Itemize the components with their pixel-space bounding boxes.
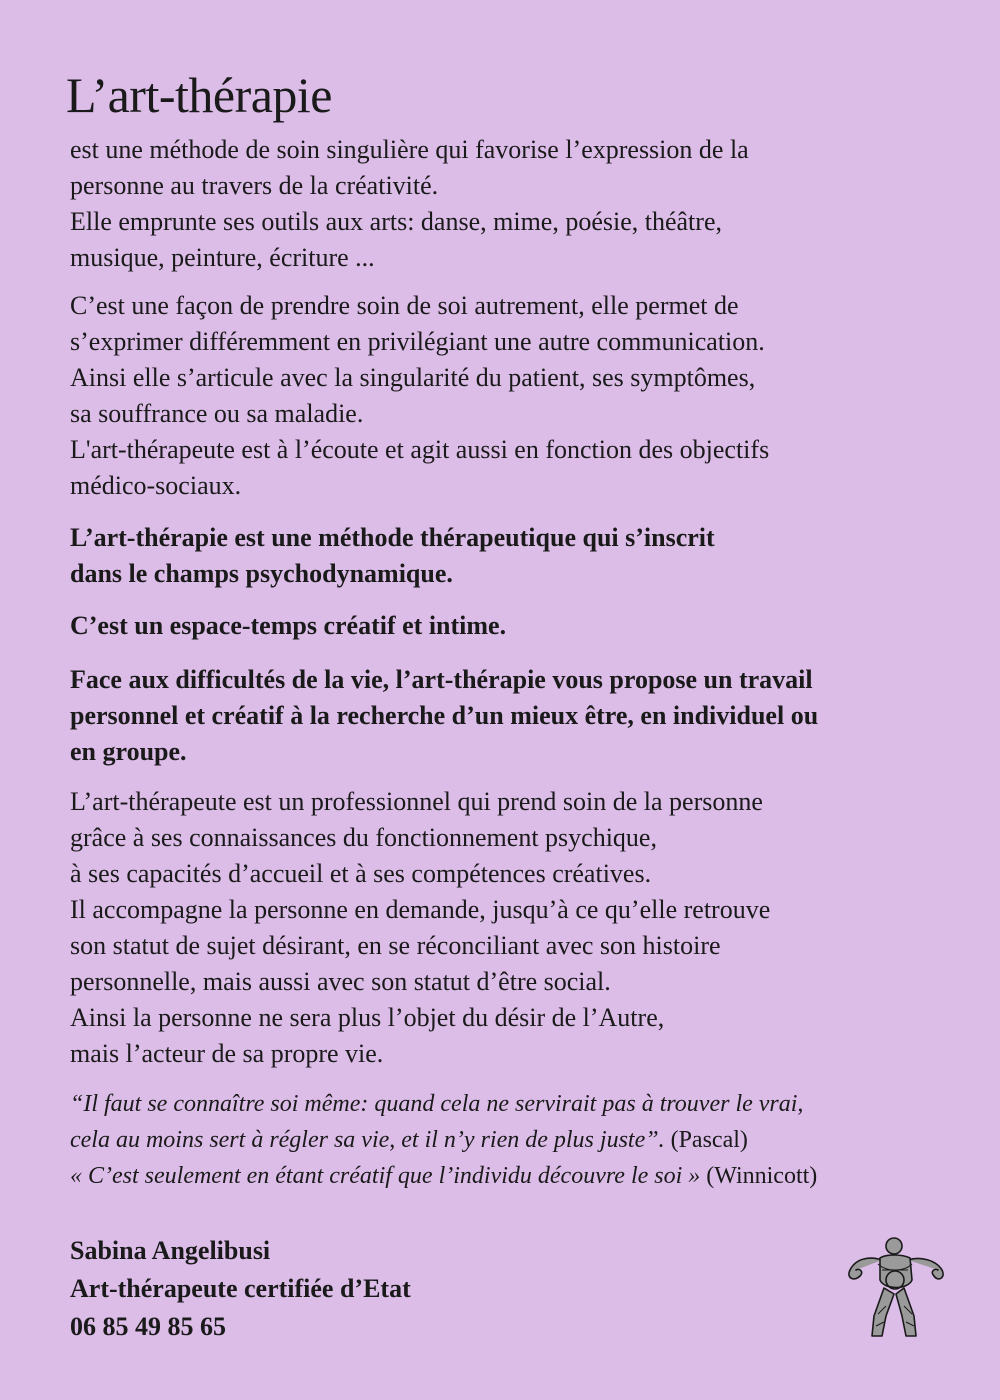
flyer-content: [66, 62, 950, 1194]
text-line: personnelle, mais aussi avec son statut d’être social.: [70, 967, 611, 996]
text-line: grâce à ses connaissances du fonctionnement psychique,: [70, 823, 657, 852]
text-line: C’est une façon de prendre soin de soi autrement, elle permet de: [70, 291, 739, 320]
text-line: L'art-thérapeute est à l’écoute et agit aussi en fonction des objectifs: [70, 435, 770, 464]
signature-name: Sabina Angelibusi: [70, 1236, 271, 1265]
text-line: personne au travers de la créativité.: [70, 171, 439, 200]
text-line: à ses capacités d’accueil et à ses compétences créatives.: [70, 859, 652, 888]
text-line: mais l’acteur de sa propre vie.: [70, 1039, 384, 1068]
text-line: Face aux difficultés de la vie, l’art-thérapie vous propose un travail: [70, 665, 813, 694]
text-line: est une méthode de soin singulière qui favorise l’expression de la: [70, 135, 749, 164]
text-line: dans le champs psychodynamique.: [70, 559, 453, 588]
quotes-block: [70, 1086, 950, 1194]
therapist-paragraph: [70, 784, 950, 1072]
winnicott-quote-text: « C’est seulement en étant créatif que l’individu découvre le soi »: [70, 1163, 701, 1189]
text-line: médico-sociaux.: [70, 471, 242, 500]
signature-block: [70, 1232, 411, 1346]
text-line: Elle emprunte ses outils aux arts: danse, mime, poésie, théâtre,: [70, 207, 722, 236]
pascal-author: (Pascal): [664, 1127, 748, 1153]
pascal-quote-line: [70, 1122, 950, 1158]
page-title: L’art-thérapie: [66, 67, 332, 123]
pascal-quote-text: cela au moins sert à régler sa vie, et il n’y rien de plus juste”.: [70, 1127, 665, 1153]
winnicott-quote-line: [70, 1158, 950, 1194]
text-line: Ainsi elle s’articule avec la singularité du patient, ses symptômes,: [70, 363, 756, 392]
text-line: sa souffrance ou sa maladie.: [70, 399, 364, 428]
signature-role: Art-thérapeute certifiée d’Etat: [70, 1274, 411, 1303]
text-line: musique, peinture, écriture ...: [70, 243, 375, 272]
space-paragraph: [70, 608, 950, 644]
text-line: s’exprimer différemment en privilégiant une autre communication.: [70, 327, 765, 356]
intro-paragraph: [70, 132, 950, 276]
text-line: Il accompagne la personne en demande, jusqu’à ce qu’elle retrouve: [70, 895, 771, 924]
text-line: Ainsi la personne ne sera plus l’objet du désir de l’Autre,: [70, 1003, 665, 1032]
text-line: personnel et créatif à la recherche d’un mieux être, en individuel ou: [70, 701, 819, 730]
text-line: L’art-thérapie est une méthode thérapeutique qui s’inscrit: [70, 523, 715, 552]
dancing-figure-icon: [842, 1236, 952, 1342]
text-line: C’est un espace-temps créatif et intime.: [70, 611, 507, 640]
pascal-quote-line: [70, 1086, 950, 1122]
care-paragraph: [70, 288, 950, 504]
method-paragraph: [70, 520, 950, 592]
phone-number: 06 85 49 85 65: [70, 1312, 226, 1341]
text-line: son statut de sujet désirant, en se réconciliant avec son histoire: [70, 931, 721, 960]
offer-paragraph: [70, 662, 950, 770]
winnicott-author: (Winnicott): [700, 1163, 818, 1189]
pascal-quote-text: “Il faut se connaître soi même: quand cela ne servirait pas à trouver le vrai,: [70, 1091, 804, 1117]
text-line: L’art-thérapeute est un professionnel qui prend soin de la personne: [70, 787, 763, 816]
text-line: en groupe.: [70, 737, 187, 766]
